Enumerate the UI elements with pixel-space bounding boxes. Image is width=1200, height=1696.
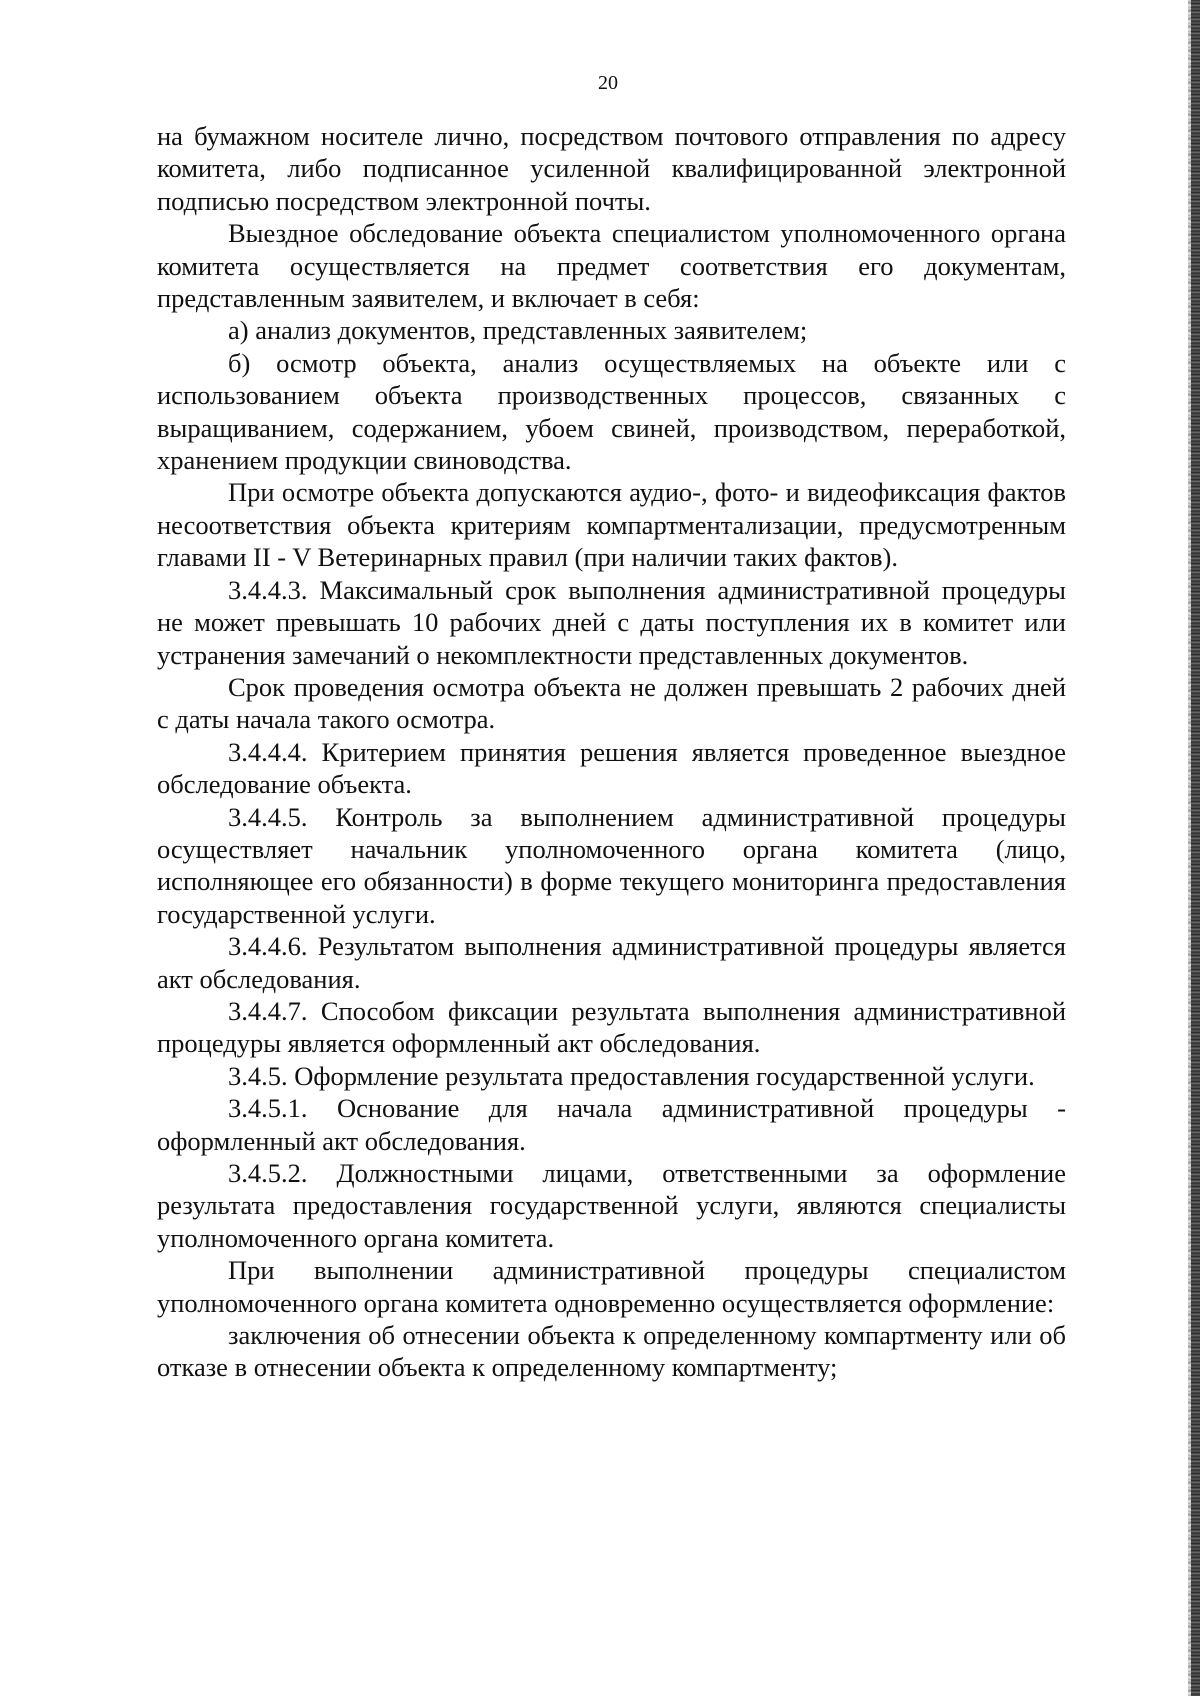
paragraph: При выполнении административной процедуры специалистом уполномоченного органа комитета одновременно осуществляется оформление:	[157, 1255, 1066, 1318]
paragraph: При осмотре объекта допускаются аудио-, фото- и видеофиксация фактов несоответствия объекта критериям компартментализации, предусмотренным главами II - V Ветеринарных правил (при наличии таких фактов).	[157, 477, 1066, 573]
paragraph: Срок проведения осмотра объекта не должен превышать 2 рабочих дней с даты начала такого осмотра.	[157, 671, 1066, 735]
scan-edge	[1191, 0, 1200, 1696]
paragraph: 3.4.5.1. Основание для начала административной процедуры - оформленный акт обследования.	[157, 1093, 1066, 1156]
paragraph: 3.4.4.6. Результатом выполнения административной процедуры является акт обследования.	[157, 931, 1066, 994]
paragraph: Выездное обследование объекта специалистом уполномоченного органа комитета осуществляется на предмет соответствия его документам, представленным заявителем, и включает в себя:	[157, 218, 1066, 314]
paragraph: 3.4.4.3. Максимальный срок выполнения административной процедуры не может превышать 10 рабочих дней с даты поступления их в комитет или устранения замечаний о некомплектности представленных документов.	[157, 574, 1066, 670]
document-body	[157, 120, 1066, 1384]
paragraph: заключения об отнесении объекта к определенному компартменту или об отказе в отнесении объекта к определенному компартменту;	[157, 1320, 1066, 1383]
paragraph: 3.4.5.2. Должностными лицами, ответственными за оформление результата предоставления государственной услуги, являются специалисты уполномоченного органа комитета.	[157, 1158, 1066, 1253]
paragraph: 3.4.4.7. Способом фиксации результата выполнения административной процедуры является оформленный акт обследования.	[157, 995, 1066, 1059]
page-number: 20	[598, 72, 618, 94]
paragraph: 3.4.5. Оформление результата предоставления государственной услуги.	[228, 1060, 1035, 1091]
paragraph: 3.4.4.5. Контроль за выполнением административной процедуры осуществляет начальник уполномоченного органа комитета (лицо, исполняющее его обязанности) в форме текущего мониторинга предоставления государственной услуги.	[157, 801, 1066, 929]
paragraph: 3.4.4.4. Критерием принятия решения является проведенное выездное обследование объекта.	[157, 736, 1066, 800]
paragraph: а) анализ документов, представленных заявителем;	[228, 315, 808, 346]
paragraph: б) осмотр объекта, анализ осуществляемых на объекте или с использованием объекта производственных процессов, связанных с выращиванием, содержанием, убоем свиней, производством, переработкой, хранением продукции свиноводства.	[157, 347, 1066, 476]
paragraph: на бумажном носителе лично, посредством почтового отправления по адресу комитета, либо подписанное усиленной квалифицированной электронной подписью посредством электронной почты.	[157, 121, 1066, 216]
